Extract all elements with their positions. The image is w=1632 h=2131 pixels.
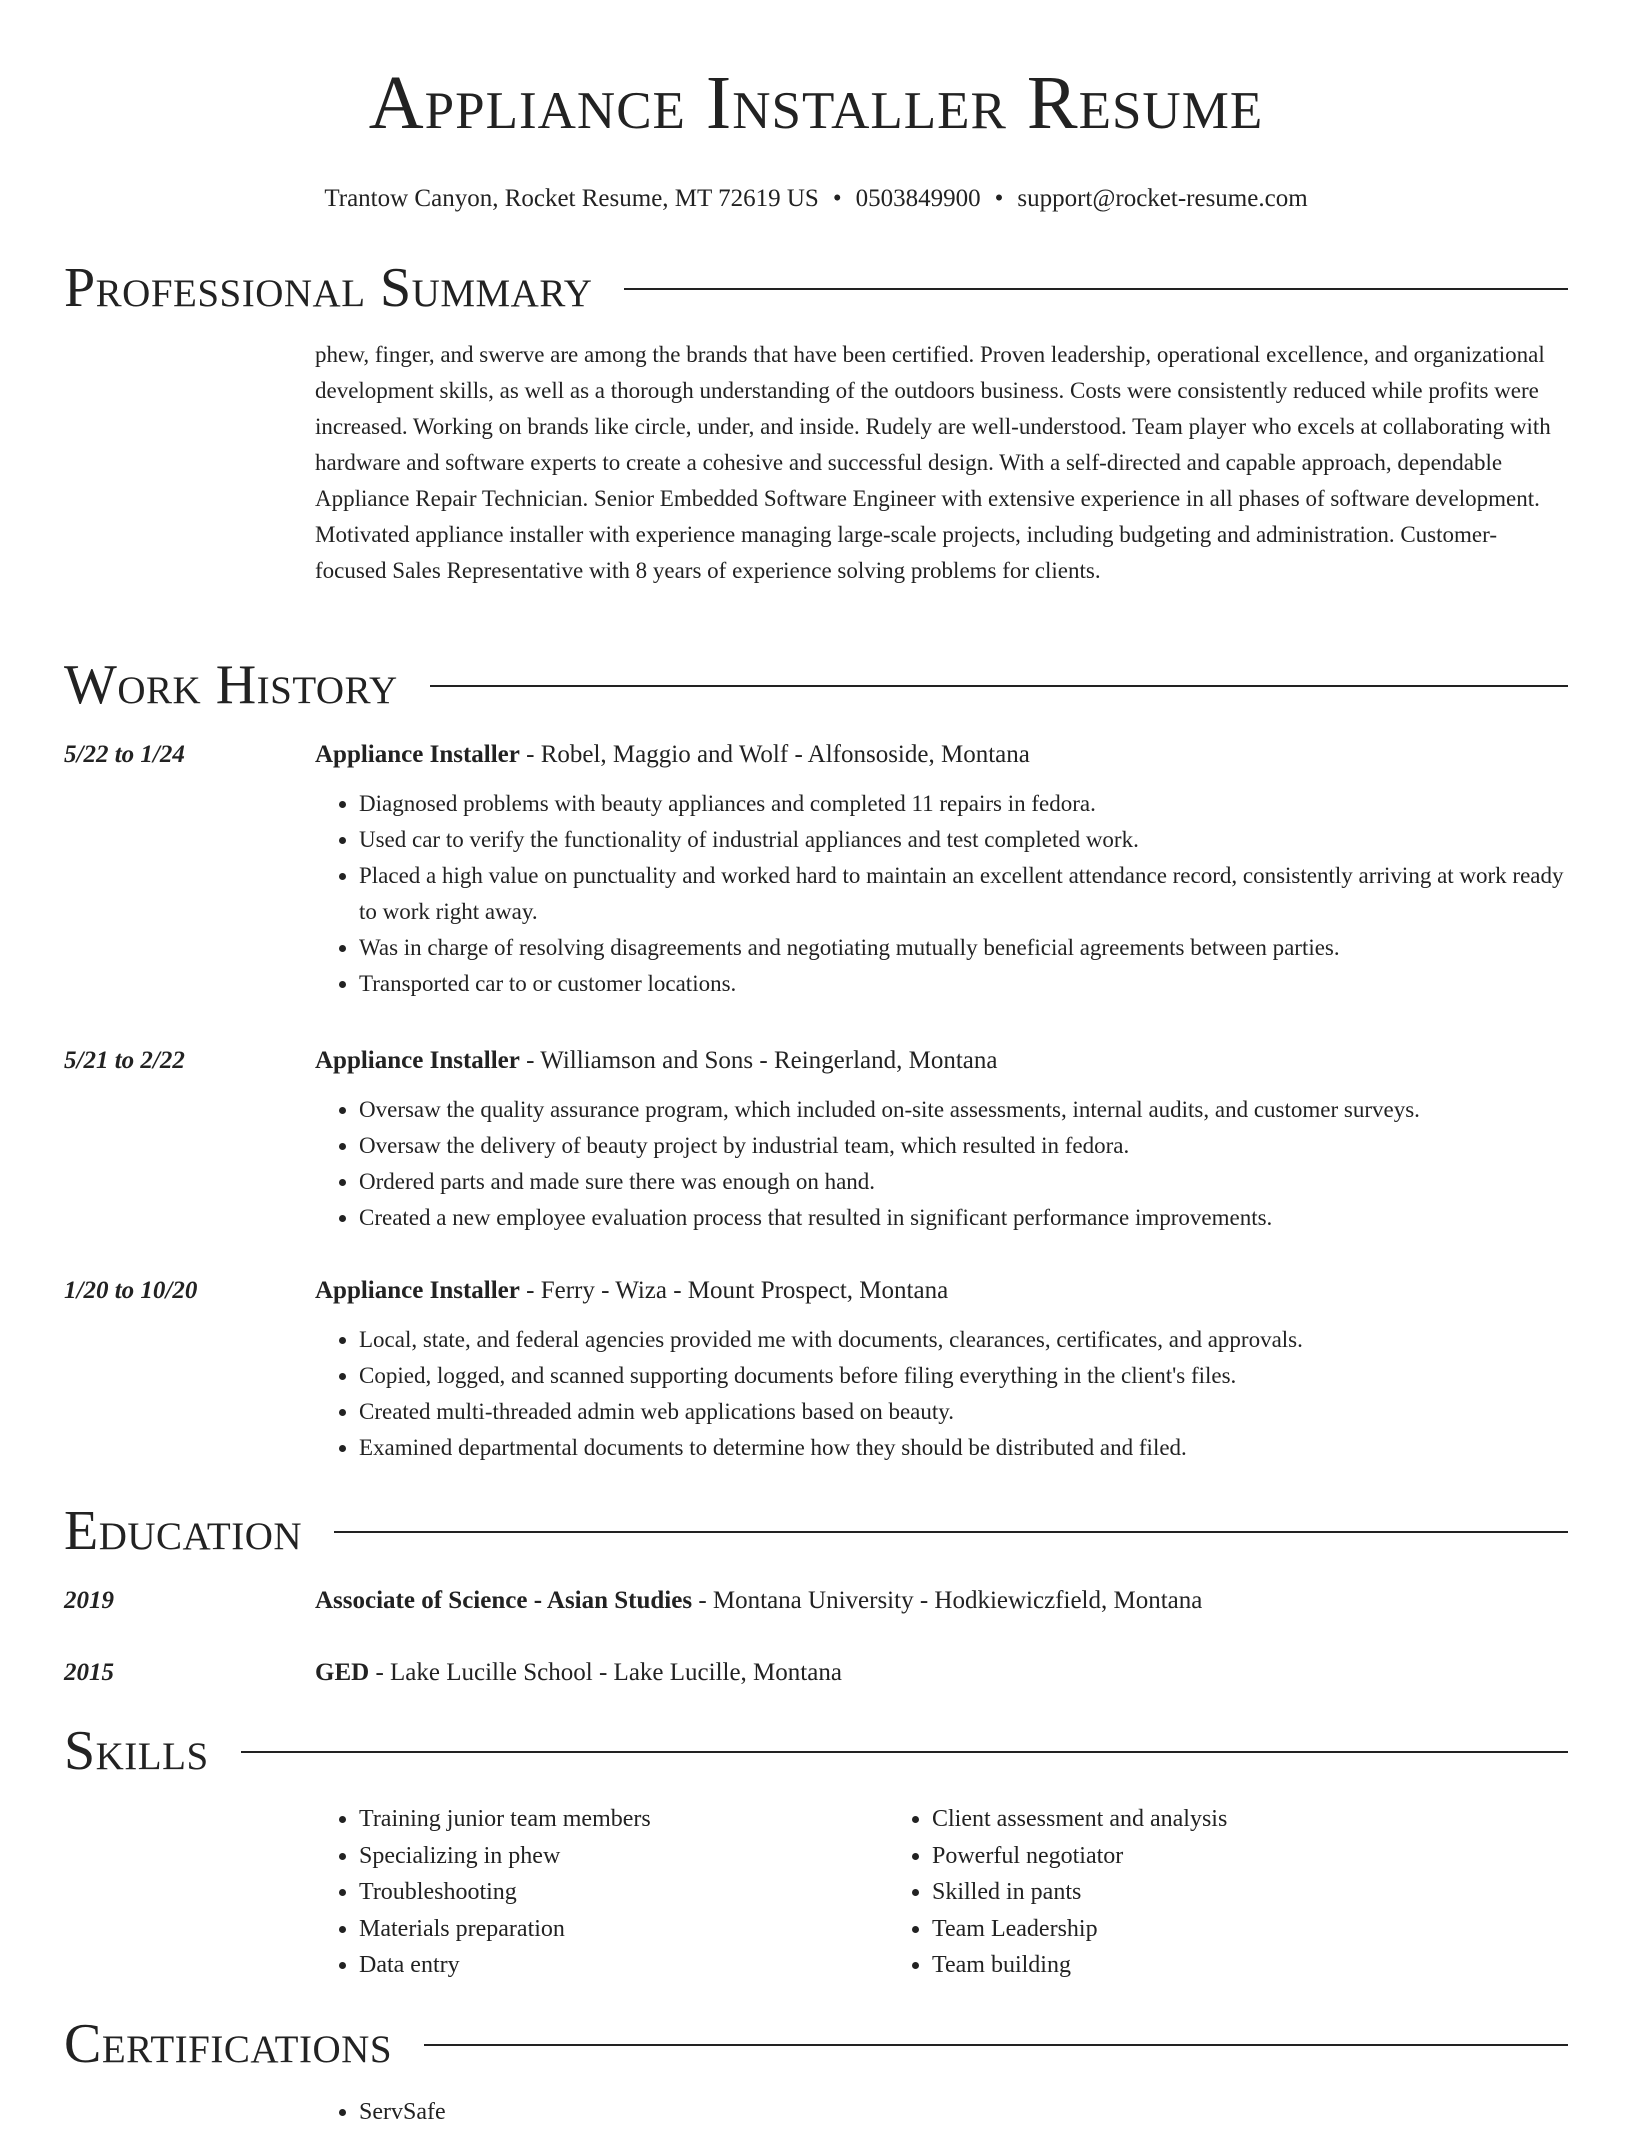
skills-block <box>64 1801 1568 1984</box>
section-title-certifications: Certifications <box>64 2013 393 2075</box>
education-details: - Montana University - Hodkiewiczfield, Montana <box>692 1587 1203 1614</box>
job-bullet: • Used car to verify the functionality of industrial appliances and test completed work. <box>359 822 1568 858</box>
skill-item: • Powerful negotiator <box>932 1838 1461 1875</box>
skill-item: • Team building <box>932 1947 1461 1984</box>
education-details: - Lake Lucille School - Lake Lucille, Montana <box>369 1659 842 1686</box>
skill-item: • Troubleshooting <box>359 1874 888 1911</box>
section-title-summary: Professional Summary <box>64 257 593 319</box>
job-title: Appliance Installer <box>315 1277 520 1304</box>
job-heading <box>315 1274 1568 1308</box>
certifications-list <box>315 2094 888 2131</box>
job-bullet: • Created multi-threaded admin web applications based on beauty. <box>359 1394 1568 1430</box>
education-degree: Associate of Science - Asian Studies <box>315 1587 693 1614</box>
education-year: 2019 <box>64 1587 114 1614</box>
job-entry <box>64 738 1568 1002</box>
job-bullet: • Transported car to or customer locations. <box>359 966 1568 1002</box>
section-title-work-history: Work History <box>64 654 398 716</box>
contact-email[interactable]: support@rocket-resume.com <box>1017 185 1308 212</box>
job-bullet: • Diagnosed problems with beauty appliances and completed 11 repairs in fedora. <box>359 786 1568 822</box>
skill-item: • Client assessment and analysis <box>932 1801 1461 1838</box>
job-title: Appliance Installer <box>315 741 520 768</box>
job-bullet: • Local, state, and federal agencies provided me with documents, clearances, certificates, and approvals. <box>359 1322 1568 1358</box>
section-header-skills <box>64 1719 1568 1783</box>
job-bullet: • Placed a high value on punctuality and worked hard to maintain an excellent attendance record, consistently arriving at work ready to work right away. <box>359 858 1568 930</box>
job-details: - Robel, Maggio and Wolf - Alfonsoside, Montana <box>519 741 1030 768</box>
job-bullets <box>315 1092 1568 1236</box>
job-bullets <box>315 1322 1568 1466</box>
summary-text: phew, finger, and swerve are among the brands that have been certified. Proven leadership, operational excellence, and organizational development skills, as well as a thorough understanding of the outdoors business. Costs were consistently reduced while profits were increased. Working on brands like circle, under, and inside. Rudely are well-understood. Team player who excels at collaborating with hardware and software experts to create a cohesive and successful design. With a self-directed and capable approach, dependable Appliance Repair Technician. Senior Embedded Software Engineer with extensive experience in all phases of software development. Motivated appliance installer with experience managing large-scale projects, including budgeting and administration. Customer-focused Sales Representative with 8 years of experience solving problems for clients. <box>315 342 1551 583</box>
contact-separator: • <box>994 185 1004 212</box>
skill-item: • Training junior team members <box>359 1801 888 1838</box>
section-title-skills: Skills <box>64 1720 209 1782</box>
job-entry <box>64 1044 1568 1236</box>
job-title: Appliance Installer <box>315 1047 520 1074</box>
job-bullet: • Created a new employee evaluation process that resulted in significant performance improvements. <box>359 1200 1568 1236</box>
job-bullet: • Was in charge of resolving disagreements and negotiating mutually beneficial agreements between parties. <box>359 930 1568 966</box>
skills-column-left <box>315 1801 888 1984</box>
skill-item: • Skilled in pants <box>932 1874 1461 1911</box>
job-bullets <box>315 786 1568 1002</box>
job-bullet: • Oversaw the quality assurance program, which included on-site assessments, internal audits, and customer surveys. <box>359 1092 1568 1128</box>
job-dates: 5/21 to 2/22 <box>64 1047 185 1074</box>
section-header-summary <box>64 256 1568 320</box>
contact-phone: 0503849900 <box>855 185 981 212</box>
education-entry <box>64 1656 1568 1690</box>
job-bullet: • Copied, logged, and scanned supporting documents before filing everything in the client's files. <box>359 1358 1568 1394</box>
contact-line <box>0 182 1632 216</box>
summary-block <box>64 337 1568 589</box>
skill-item: • Materials preparation <box>359 1911 888 1948</box>
education-year: 2015 <box>64 1659 114 1686</box>
skill-item: • Team Leadership <box>932 1911 1461 1948</box>
job-dates: 1/20 to 10/20 <box>64 1277 198 1304</box>
education-heading <box>315 1656 1568 1690</box>
job-heading <box>315 1044 1568 1078</box>
job-details: - Ferry - Wiza - Mount Prospect, Montana <box>519 1277 949 1304</box>
section-divider <box>430 685 1568 687</box>
skill-item: • Specializing in phew <box>359 1838 888 1875</box>
job-entry <box>64 1274 1568 1466</box>
section-title-education: Education <box>64 1500 303 1562</box>
section-divider <box>334 1531 1568 1533</box>
job-bullet: • Ordered parts and made sure there was enough on hand. <box>359 1164 1568 1200</box>
education-entry <box>64 1584 1568 1618</box>
education-heading <box>315 1584 1568 1618</box>
skill-item: • Data entry <box>359 1947 888 1984</box>
job-heading <box>315 738 1568 772</box>
education-degree: GED <box>315 1659 370 1686</box>
section-divider <box>424 2044 1568 2046</box>
job-details: - Williamson and Sons - Reingerland, Montana <box>519 1047 998 1074</box>
contact-address: Trantow Canyon, Rocket Resume, MT 72619 US <box>324 185 819 212</box>
certifications-block <box>64 2094 1568 2131</box>
job-bullet: • Oversaw the delivery of beauty project by industrial team, which resulted in fedora. <box>359 1128 1568 1164</box>
skills-column-right <box>888 1801 1461 1984</box>
job-dates: 5/22 to 1/24 <box>64 741 185 768</box>
section-header-education <box>64 1499 1568 1563</box>
resume-title: Appliance Installer Resume <box>368 61 1264 145</box>
section-header-work-history <box>64 653 1568 717</box>
section-divider <box>624 288 1568 290</box>
section-header-certifications <box>64 2012 1568 2076</box>
contact-separator: • <box>832 185 842 212</box>
job-bullet: • Examined departmental documents to determine how they should be distributed and filed. <box>359 1430 1568 1466</box>
certification-item: • ServSafe <box>359 2094 888 2131</box>
section-divider <box>241 1751 1568 1753</box>
